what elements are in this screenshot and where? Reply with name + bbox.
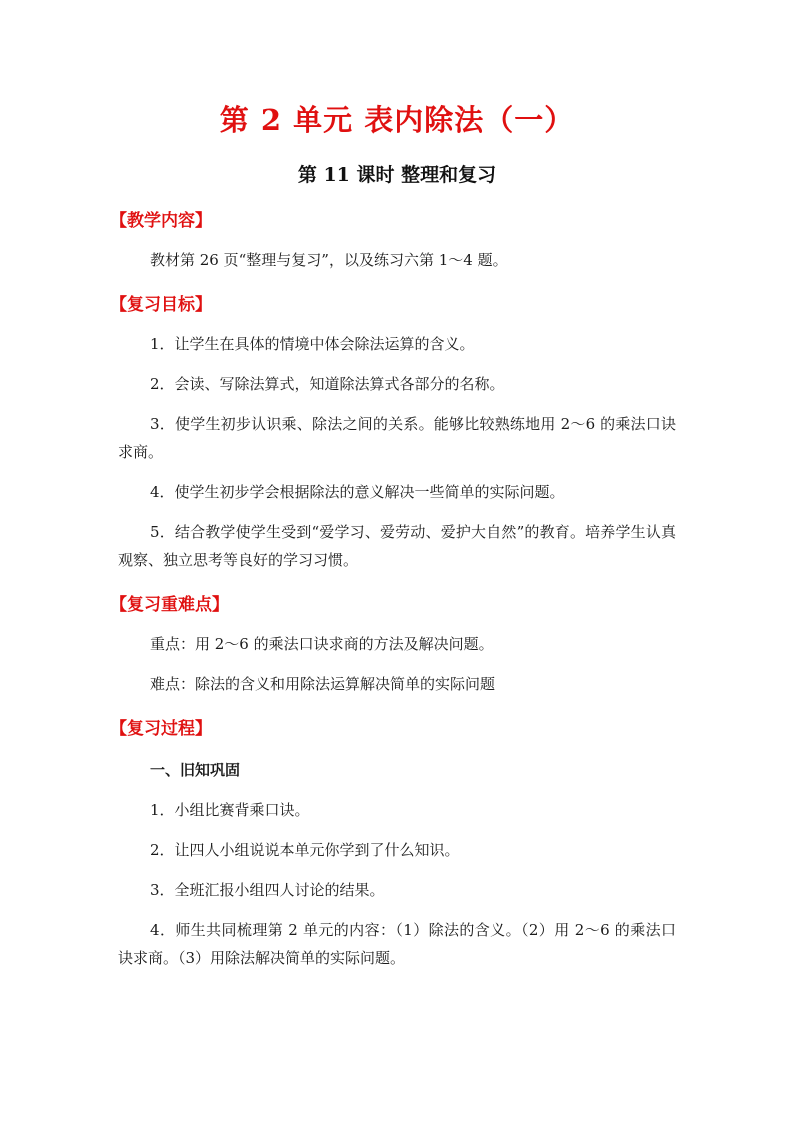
lesson-subtitle: 第 11 课时 整理和复习 — [297, 164, 497, 186]
goal-item-4: 4．使学生初步学会根据除法的意义解决一些简单的实际问题。 — [150, 483, 565, 501]
content-paragraph: 教材第 26 页“整理与复习”，以及练习六第 1～4 题。 — [150, 251, 508, 269]
goal-item-3: 3．使学生初步认识乘、除法之间的关系。能够比较熟练地用 2～6 的乘法口诀求商。 — [118, 415, 676, 461]
goal-item-1: 1．让学生在具体的情境中体会除法运算的含义。 — [150, 335, 475, 353]
unit-title: 第 2 单元 表内除法（一） — [219, 103, 575, 137]
process-step-4: 4．师生共同梳理第 2 单元的内容：（1）除法的含义。（2）用 2～6 的乘法口诀求商。（3）用除法解决简单的实际问题。 — [118, 921, 676, 967]
goal-item-5: 5．结合教学使学生受到“爱学习、爱劳动、爱护大自然”的教育。培养学生认真观察、独立思考等良好的学习习惯。 — [118, 523, 676, 569]
process-step-1: 1．小组比赛背乘口诀。 — [150, 801, 310, 819]
goal-item-2: 2．会读、写除法算式，知道除法算式各部分的名称。 — [150, 375, 505, 393]
process-step-3: 3．全班汇报小组四人讨论的结果。 — [150, 881, 385, 899]
process-step-2: 2．让四人小组说说本单元你学到了什么知识。 — [150, 841, 460, 859]
section-heading-goals: 【复习目标】 — [110, 295, 212, 315]
section-heading-process: 【复习过程】 — [110, 719, 212, 739]
section-heading-key-points: 【复习重难点】 — [110, 595, 229, 615]
process-sub-heading: 一、旧知巩固 — [150, 761, 241, 779]
key-point: 重点：用 2～6 的乘法口诀求商的方法及解决问题。 — [150, 635, 494, 653]
section-heading-content: 【教学内容】 — [110, 211, 212, 231]
difficult-point: 难点：除法的含义和用除法运算解决简单的实际问题 — [150, 675, 496, 693]
